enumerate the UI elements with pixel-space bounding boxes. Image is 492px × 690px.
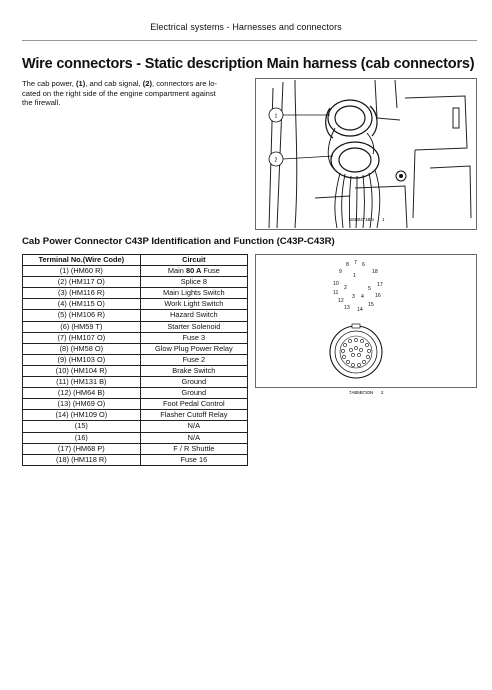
pin-label: 17 [377, 282, 383, 288]
terminal-cell: (17) (HM68 P) [23, 443, 141, 454]
table-row [23, 421, 248, 432]
pin-label: 11 [333, 290, 339, 296]
page-header: Electrical systems - Harnesses and connectors [150, 22, 342, 32]
connector-pin-table [22, 254, 248, 466]
callout-1-label: 1 [274, 113, 278, 120]
table-row [23, 388, 248, 399]
terminal-cell: (3) (HM116 R) [23, 288, 141, 299]
intro-paragraph [22, 79, 250, 108]
terminal-cell: (18) (HM118 R) [23, 454, 141, 465]
terminal-cell: (16) [23, 432, 141, 443]
pin-label: 2 [344, 285, 347, 291]
table-row [23, 454, 248, 465]
pin-label: 15 [368, 302, 374, 308]
pin-label: 18 [372, 269, 378, 275]
table-row [23, 310, 248, 321]
pin-label: 14 [357, 307, 363, 313]
terminal-cell: (15) [23, 421, 141, 432]
terminal-cell: (9) (HM103 O) [23, 354, 141, 365]
figure2-number: 2 [381, 390, 384, 395]
terminal-cell: (4) (HM115 O) [23, 299, 141, 310]
section-title: Cab Power Connector C43P Identification and Function (C43P-C43R) [22, 236, 335, 247]
pin-label: 7 [354, 260, 357, 266]
pin-label: 6 [362, 262, 365, 268]
pin-label: 9 [339, 269, 342, 275]
callout-2-label: 2 [274, 157, 278, 164]
circuit-rating: 80 A [185, 266, 202, 276]
table-row [23, 377, 248, 388]
intro-text-3: , connectors are lo- [152, 79, 218, 88]
table-row [23, 365, 248, 376]
circuit-cell: Foot Pedal Control [140, 399, 247, 410]
terminal-cell: (10) (HM104 R) [23, 365, 141, 376]
column-header-terminal: Terminal No.(Wire Code) [23, 255, 141, 266]
circuit-cell: Hazard Switch [140, 310, 247, 321]
terminal-cell: (2) (HM117 O) [23, 277, 141, 288]
table-row [23, 343, 248, 354]
circuit-cell: F / R Shuttle [140, 443, 247, 454]
connector-pinout-diagram [255, 254, 477, 400]
terminal-cell: (6) (HM59 T) [23, 321, 141, 332]
intro-text-5: the firewall. [22, 98, 61, 108]
figure2-id: 7AB5B720N [349, 390, 374, 395]
pin-label: 12 [338, 298, 344, 304]
terminal-cell: (5) (HM106 R) [23, 310, 141, 321]
intro-ref-2: (2) [142, 79, 153, 88]
circuit-cell: Splice 8 [140, 277, 247, 288]
circuit-cell: N/A [140, 432, 247, 443]
terminal-cell: (11) (HM131 B) [23, 377, 141, 388]
harness-illustration [255, 78, 477, 230]
table-row [23, 332, 248, 343]
terminal-cell: (7) (HM107 O) [23, 332, 141, 343]
circuit-cell: Work Light Switch [140, 299, 247, 310]
page-title: Wire connectors - Static description Main harness (cab connectors) [22, 56, 475, 72]
circuit-cell: Glow Plug Power Relay [140, 343, 247, 354]
circuit-cell: Brake Switch [140, 365, 247, 376]
figure1-id: BSB0471BN [349, 217, 374, 222]
pin-label: 4 [361, 294, 364, 300]
table-row [23, 321, 248, 332]
circuit-cell: Ground [140, 377, 247, 388]
table-row [23, 288, 248, 299]
intro-text-1: The cab power, [22, 79, 77, 88]
header-divider [22, 40, 477, 41]
intro-text-2: , and cab signal, [85, 79, 143, 88]
table-header-row [23, 255, 248, 266]
table-row [23, 266, 248, 277]
pin-label: 13 [344, 305, 350, 311]
terminal-cell: (8) (HM58 O) [23, 343, 141, 354]
table-row [23, 354, 248, 365]
intro-ref-1: (1) [76, 79, 86, 88]
circuit-cell: Fuse 3 [140, 332, 247, 343]
pin-label: 5 [368, 286, 371, 292]
table-row [23, 410, 248, 421]
circuit-text: Main [167, 266, 186, 276]
pin-label: 16 [375, 293, 381, 299]
terminal-cell: (1) (HM60 R) [23, 266, 141, 277]
pin-label: 10 [333, 281, 339, 287]
pin-label: 8 [346, 262, 349, 268]
table-row [23, 277, 248, 288]
figure1-number: 1 [382, 217, 385, 222]
circuit-cell: Fuse 2 [140, 354, 247, 365]
circuit-cell: Flasher Cutoff Relay [140, 410, 247, 421]
circuit-cell: N/A [140, 421, 247, 432]
terminal-cell: (12) (HM64 B) [23, 388, 141, 399]
circuit-cell [140, 266, 247, 277]
terminal-cell: (13) (HM69 O) [23, 399, 141, 410]
pin-label: 3 [352, 294, 355, 300]
table-row [23, 399, 248, 410]
column-header-circuit: Circuit [140, 255, 247, 266]
pin-label: 1 [353, 273, 356, 279]
circuit-cell: Main Lights Switch [140, 288, 247, 299]
circuit-cell: Starter Solenoid [140, 321, 247, 332]
table-row [23, 443, 248, 454]
table-row [23, 299, 248, 310]
circuit-cell: Ground [140, 388, 247, 399]
circuit-cell: Fuse 16 [140, 454, 247, 465]
table-row [23, 432, 248, 443]
intro-text-4: cated on the right side of the engine compartment against [22, 88, 216, 98]
circuit-text: Fuse [201, 266, 220, 276]
terminal-cell: (14) (HM109 O) [23, 410, 141, 421]
